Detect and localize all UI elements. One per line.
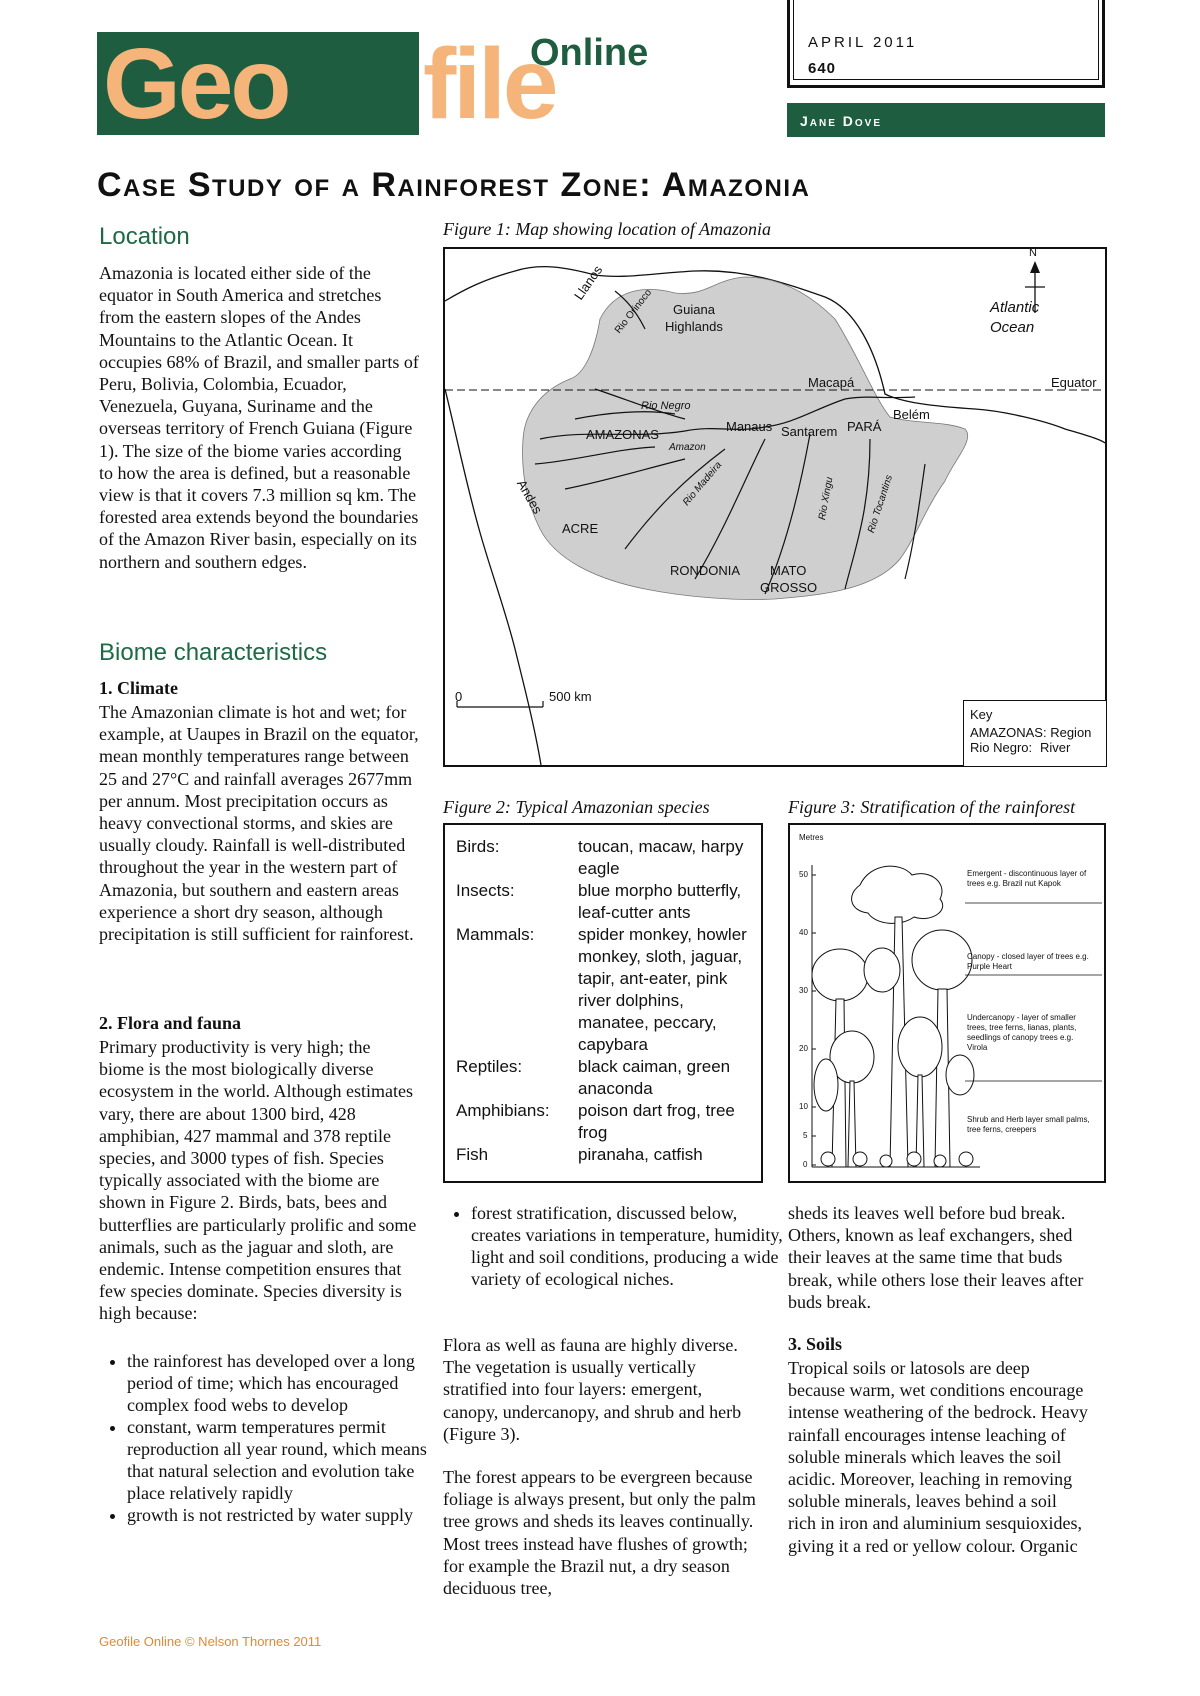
species-list: blue morpho butterfly, leaf-cutter ants (578, 881, 742, 922)
soils-heading: 3. Soils (788, 1334, 843, 1354)
logo-file: file (423, 28, 556, 140)
species-group: Mammals: (456, 925, 535, 944)
tick-label: 40 (799, 928, 808, 937)
species-list: toucan, macaw, harpy eagle (578, 837, 744, 878)
label-mato: MATO (770, 563, 807, 578)
label-xingu: Rio Xingu (817, 476, 836, 521)
key-river-value: River (1040, 740, 1071, 755)
layer-shrub: Shrub and Herb layer small palms, tree ferns, creepers (967, 1115, 1090, 1134)
list-item: • forest stratification, discussed below, creates variations in temperature, humidity, light and soil conditions, producing a wide variety of ecological niches. (471, 1202, 789, 1290)
scale-label: 500 km (549, 689, 592, 704)
species-list: piranaha, catfish (578, 1145, 703, 1164)
label-madeira: Rio Madeira (681, 459, 725, 509)
logo-online: Online (530, 32, 649, 74)
species-group: Fish (456, 1145, 489, 1164)
label-highlands: Highlands (665, 319, 723, 334)
list-item: • growth is not restricted by water supply (127, 1504, 445, 1526)
label-ocean: Ocean (990, 319, 1035, 336)
biome-heading: Biome characteristics (99, 639, 328, 666)
key-river-label: Rio Negro: (970, 740, 1033, 755)
right-para-1: sheds its leaves well before bud break. Others, known as leaf exchangers, shed their leaves at the same time that buds break, while others lose their leaves after buds break. (788, 1203, 1084, 1312)
map-key (963, 700, 1107, 767)
location-heading: Location (99, 223, 190, 250)
species-list: spider monkey, howler monkey, sloth, jaguar, tapir, ant-eater, pink river dolphins, manatee, peccary, capybara (578, 925, 747, 1054)
tick-label: 50 (799, 870, 808, 879)
issue-date: APRIL 2011 (808, 34, 918, 51)
species-table-box (443, 823, 763, 1183)
label-llanos: Llanos (571, 262, 606, 303)
flora-heading: 2. Flora and fauna (99, 1013, 242, 1033)
species-list: poison dart frog, tree frog (578, 1101, 735, 1142)
label-orinoco: Rio Orinoco (613, 287, 655, 336)
label-para: PARÁ (847, 419, 882, 434)
scale-zero: 0 (455, 689, 463, 704)
stratification-figure (788, 823, 1106, 1183)
tick-label: 30 (799, 986, 808, 995)
key-region-label: AMAZONAS: (970, 725, 1047, 740)
tick-label: 10 (799, 1102, 808, 1111)
label-acre: ACRE (562, 521, 599, 536)
footer-copyright: Geofile Online © Nelson Thornes 2011 (99, 1634, 322, 1649)
list-item: • constant, warm temperatures permit reproduction all year round, which means that natural selection and evolution take place relatively rapidly (127, 1416, 445, 1504)
label-manaus: Manaus (726, 419, 773, 434)
species-group: Amphibians: (456, 1101, 550, 1120)
climate-text: The Amazonian climate is hot and wet; for example, at Uaupes in Brazil on the equator, mean monthly temperatures range between 25 and 27°C and rainfall averages 2677mm per annum. Most precipitation occurs as heavy convectional storms, and skies are usually cloudy. Rainfall is well-distributed throughout the year in the western part of Amazonia, but southern and eastern areas experience a short dry season, although precipitation is still sufficient for rainforest. (99, 702, 419, 945)
label-north: N (1029, 247, 1037, 259)
label-equator: Equator (1051, 375, 1097, 390)
tick-label: 5 (803, 1131, 808, 1140)
soils-text: Tropical soils or latosols are deep because warm, wet conditions encourage intense weathering of the bedrock. Heavy rainfall encourages intense leaching of soluble minerals which leaves the soil acidic. Moreover, leaching in removing soluble minerals, leaves behind a soil rich in iron and aluminium sesquioxides, giving it a red or yellow colour. Organic (788, 1358, 1088, 1556)
species-group: Birds: (456, 837, 500, 856)
label-atlantic: Atlantic (990, 299, 1040, 316)
middle-para-1: Flora as well as fauna are highly diverse. The vegetation is usually vertically stratified into four layers: emergent, canopy, undercanopy, and shrub and herb (Figure 3). (443, 1335, 742, 1444)
label-rondonia: RONDONIA (670, 563, 741, 578)
diversity-list (99, 1350, 445, 1526)
table-row (456, 880, 756, 924)
table-row (456, 924, 756, 1056)
label-amazon: Amazon (669, 442, 706, 453)
label-andes: Andes (514, 477, 546, 517)
location-text: Amazonia is located either side of the equator in South America and stretches from the eastern slopes of the Andes Mountains to the Atlantic Ocean. It occupies 68% of Brazil, and smaller parts of Peru, Bolivia, Colombia, Ecuador, Venezuela, Guyana, Suriname and the overseas territory of French Guiana (Figure 1). The size of the biome varies according to how the area is defined, but a reasonable view is that it covers 7.3 million sq km. The forested area extends beyond the boundaries of the Amazon River basin, especially on its northern and southern edges. (99, 263, 419, 572)
label-santarem: Santarem (781, 424, 838, 439)
issue-number: 640 (808, 60, 837, 77)
table-row (456, 1056, 756, 1100)
table-row (456, 836, 756, 880)
emergent-tree (852, 866, 943, 1167)
figure2-caption: Figure 2: Typical Amazonian species (443, 797, 710, 817)
flora-text: Primary productivity is very high; the biome is the most biologically diverse ecosystem in the world. Although estimates vary, there are about 1300 bird, 428 amphibian, 427 mammal and 378 reptile species, and 3000 types of fish. Species typically associated with the biome are shown in Figure 2. Birds, bats, bees and butterflies are particularly prolific and some animals, such as the jaguar and sloth, are endemic. Intense competition ensures that few species dominate. Species diversity is high because: (99, 1037, 417, 1324)
key-title: Key (970, 707, 993, 722)
logo-geo: Geo (103, 28, 289, 140)
tick-label: 20 (799, 1044, 808, 1053)
label-guiana: Guiana (673, 302, 715, 317)
label-macapa: Macapá (808, 375, 855, 390)
tick-label: 0 (803, 1160, 808, 1169)
figure3-caption: Figure 3: Stratification of the rainforest (788, 797, 1076, 817)
table-row (456, 1144, 756, 1166)
key-region-value: Region (1050, 725, 1092, 740)
figure1-caption: Figure 1: Map showing location of Amazonia (443, 219, 771, 239)
species-table (456, 836, 756, 1166)
label-grosso: GROSSO (760, 580, 818, 595)
page-title: Case Study of a Rainforest Zone: Amazonia (97, 166, 811, 204)
layer-canopy: Canopy - closed layer of trees e.g. Purple Heart (967, 952, 1089, 971)
species-group: Insects: (456, 881, 515, 900)
table-row (456, 1100, 756, 1144)
label-amazonas: AMAZONAS (586, 427, 659, 442)
layer-emergent: Emergent - discontinuous layer of trees e.g. Brazil nut Kapok (967, 869, 1087, 888)
climate-heading: 1. Climate (99, 678, 178, 698)
figure1-map (443, 247, 1107, 767)
label-belem: Belém (893, 407, 930, 422)
middle-bullet-list (443, 1202, 789, 1290)
label-tocantins: Rio Tocantins (866, 473, 896, 535)
species-list: black caiman, green anaconda (578, 1057, 731, 1098)
layer-undercanopy: Undercanopy - layer of smaller trees, tree ferns, lianas, plants, seedlings of canopy trees e.g. Virola (967, 1013, 1077, 1052)
axis-unit: Metres (799, 833, 824, 842)
species-group: Reptiles: (456, 1057, 523, 1076)
list-item: • the rainforest has developed over a long period of time; which has encouraged complex food webs to develop (127, 1350, 445, 1416)
label-negro: Rio Negro (641, 400, 691, 412)
author-name: Jane Dove (800, 113, 883, 129)
middle-para-2: The forest appears to be evergreen because foliage is always present, but only the palm tree grows and sheds its leaves continually. Most trees instead have flushes of growth; for example the Brazil nut, a dry season deciduous tree, (443, 1467, 756, 1599)
